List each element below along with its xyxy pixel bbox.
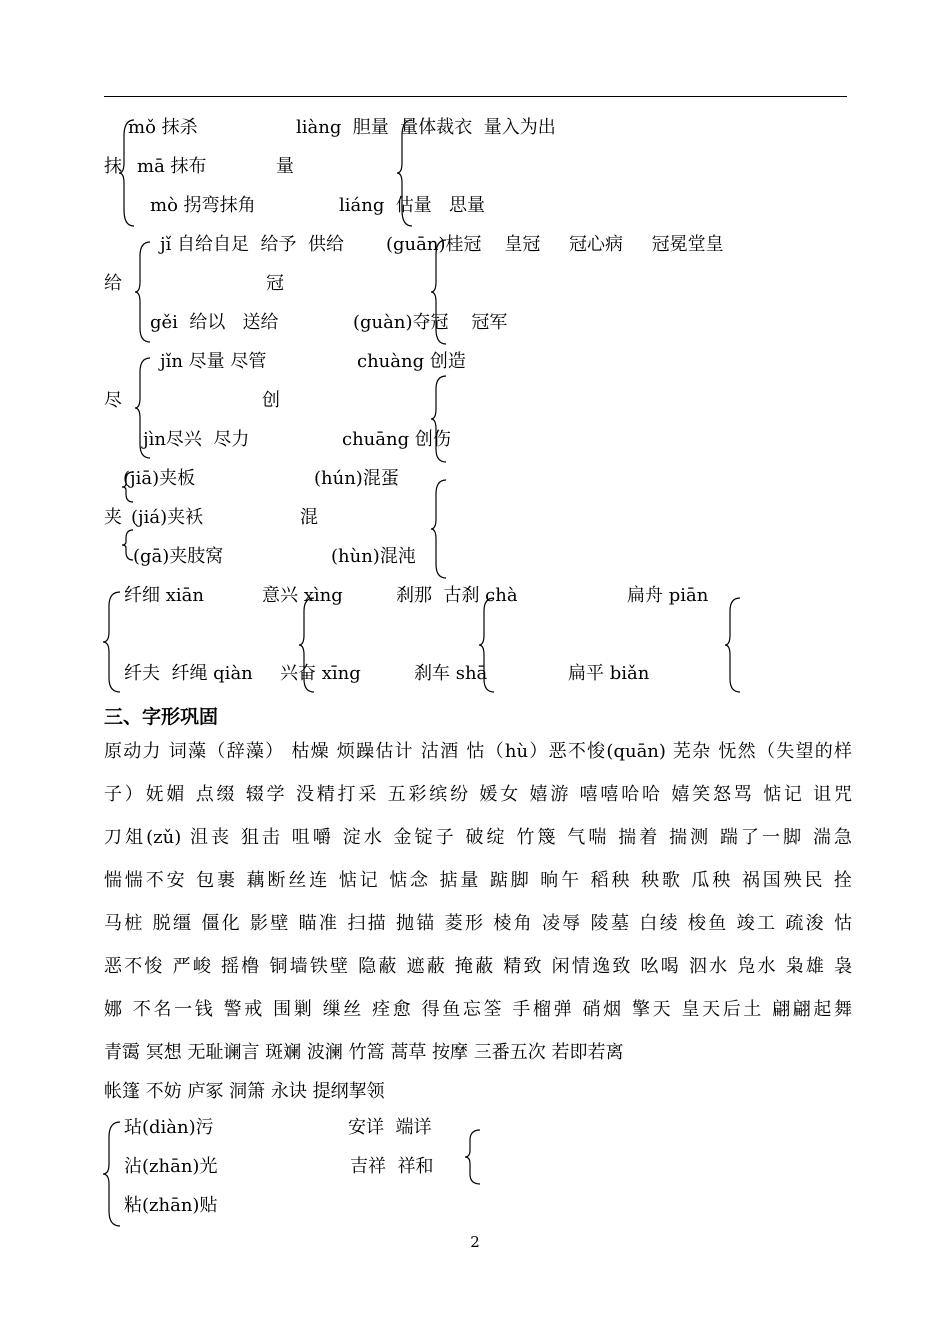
guan-reading-2: (guàn)夺冠 冠军 [353,312,508,333]
xing-reading-1: 意兴 xìng [262,585,343,606]
zhan-reading-2: 沾(zhān)光 [124,1156,218,1177]
mo-reading-2: mā 抹布 [137,156,207,177]
xian-reading-2: 纤夫 纤绳 qiàn [124,663,253,684]
liang-reading-1: liàng 胆量 量体裁衣 量入为出 [296,117,556,138]
left-brace [121,528,135,562]
xiang-reading-1: 安详 端详 [348,1117,432,1138]
word-line: 青霭 冥想 无耻谰言 斑斓 波澜 竹篙 蒿草 按摩 三番五次 若即若离 [104,1042,624,1063]
word-line: 娜 不名一钱 警戒 围剿 缫丝 痊愈 得鱼忘筌 手榴弹 硝烟 擎天 皇天后土 翩翩起舞 [104,999,852,1020]
jia-reading-3: (gā)夹肢窝 [133,546,224,567]
section-heading: 三、字形巩固 [104,706,219,728]
word-line: 刀俎(zǔ) 沮丧 狙击 咀嚼 淀水 金锭子 破绽 竹篾 气喘 揣着 揣测 踹了一脚 湍急 [104,827,852,848]
hun-char: 混 [300,507,318,528]
word-line: 原动力 词藻（辞藻） 枯燥 烦躁估计 沽酒 怙（hù）恶不悛(quān) 芜杂 怃然（失望的样 [104,741,852,762]
jia-reading-1: (jiā)夹板 [123,468,196,489]
jin-reading-1: jǐn 尽量 尽管 [160,351,267,372]
left-brace [118,118,136,228]
ji-reading-2: gěi 给以 送给 [150,312,279,333]
left-brace [134,240,152,344]
pian-reading-1: 扁舟 piān [627,585,709,606]
left-brace [430,374,448,464]
left-brace [430,478,448,580]
jia-char: 夹 [104,507,122,528]
zhan-reading-3: 粘(zhān)贴 [124,1195,218,1216]
xiang-reading-2: 吉祥 祥和 [350,1156,434,1177]
left-brace [102,1120,122,1228]
mo-reading-3: mò 拐弯抹角 [150,195,256,216]
word-line: 马桩 脱缰 僵化 影壁 瞄准 扫描 抛锚 菱形 棱角 凌辱 陵墓 白绫 梭鱼 竣工 疏浚 怙 [104,913,852,934]
chuang-reading-1: chuàng 创造 [357,351,466,372]
left-brace [396,118,414,228]
liang-reading-2: liáng 估量 思量 [339,195,485,216]
chuang-reading-2: chuāng 创伤 [342,429,451,450]
cha-reading-1: 刹那 古刹 chà [396,585,518,606]
chuang-char: 创 [262,390,280,411]
left-brace [298,596,316,694]
xian-reading-1: 纤细 xiān [124,585,204,606]
xing-reading-2: 兴奋 xīng [280,663,361,684]
left-brace [102,590,122,694]
left-brace [134,356,152,460]
hun-reading-2: (hùn)混沌 [331,546,416,567]
left-brace [724,596,742,694]
cha-reading-2: 刹车 shā [414,663,488,684]
guan-reading-1: (guān)桂冠 皇冠 冠心病 冠冕堂皇 [386,234,724,255]
pian-reading-2: 扁平 biǎn [568,663,650,684]
word-line: 恶不悛 严峻 摇橹 铜墙铁壁 隐蔽 遮蔽 掩蔽 精致 闲情逸致 吆喝 泅水 凫水 枭雄 袅 [104,956,852,977]
jin-reading-2: jìn尽兴 尽力 [143,429,250,450]
word-line: 子）妩媚 点缀 辍学 没精打采 五彩缤纷 媛女 嬉游 嘻嘻哈哈 嬉笑怒骂 惦记 诅咒 [104,784,852,805]
word-line: 惴惴不安 包裹 藕断丝连 惦记 惦念 掂量 踮脚 晌午 稻秧 秧歌 瓜秧 祸国殃民 拴 [104,870,852,891]
page-number: 2 [470,1233,480,1251]
hun-reading-1: (hún)混蛋 [314,468,399,489]
jin-char: 尽 [104,390,122,411]
zhan-reading-1: 玷(diàn)污 [124,1117,214,1138]
ji-reading-1: jǐ 自给自足 给予 供给 [160,234,344,255]
mo-char: 抹 [104,156,122,177]
jia-reading-2: (jiá)夹袄 [131,507,204,528]
left-brace [121,470,135,504]
word-line: 帐篷 不妨 庐冢 洞箫 永诀 提纲挈领 [104,1081,385,1102]
ji-char: 给 [104,273,122,294]
mo-reading-1: mǒ 抹杀 [128,117,198,138]
liang-char: 量 [276,156,294,177]
left-brace [430,238,448,346]
header-rule [104,96,847,97]
guan-char: 冠 [266,273,284,294]
left-brace [478,596,496,694]
left-brace [464,1128,482,1186]
